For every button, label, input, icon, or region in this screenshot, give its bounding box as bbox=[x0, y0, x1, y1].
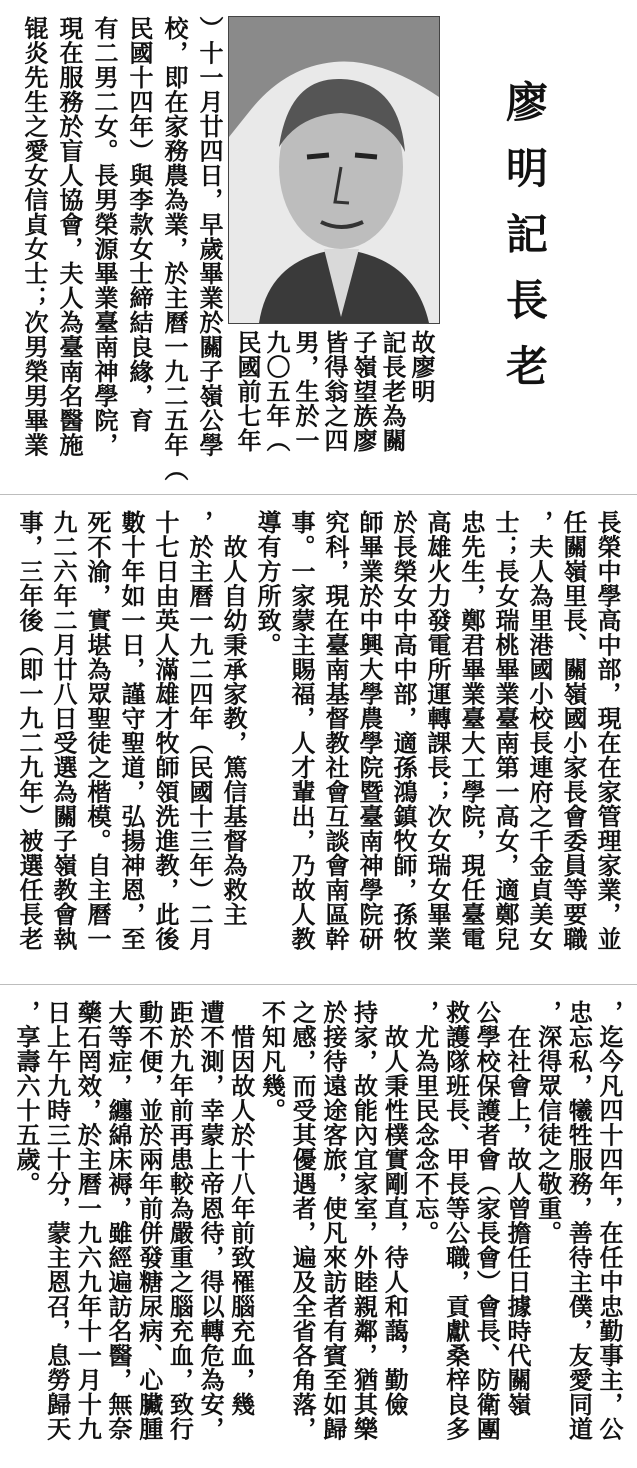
text-column: 在社會上，故人曾擔任日據時代關嶺 bbox=[502, 1000, 532, 1417]
text-column: 高雄火力發電所運轉課長；次女瑞女畢業 bbox=[423, 510, 452, 951]
text-column: 民國前七年 bbox=[233, 330, 262, 453]
portrait-photo bbox=[228, 16, 440, 324]
text-column: 十七日由英人滿雄才牧師領洗進教，此後 bbox=[151, 510, 180, 951]
text-column: ，夫人為里港國小校長連府之千金貞美女 bbox=[525, 510, 554, 951]
text-column: ）十一月廿四日，早歲畢業於關子嶺公學 bbox=[195, 16, 224, 457]
text-column: 於長榮女中高中部，適孫鴻鎮牧師，孫牧 bbox=[389, 510, 418, 951]
text-column: 民國十四年）與李款女士締結良緣，育 bbox=[125, 16, 154, 433]
text-column: 九二六年二月廿八日受選為關子嶺教會執 bbox=[49, 510, 78, 951]
article-title: 廖明記長老 bbox=[500, 80, 549, 410]
text-column: 之感，而受其優遇者，遍及全省各角落， bbox=[288, 1000, 318, 1441]
text-column: 锟炎先生之愛女信貞女士；次男榮男畢業 bbox=[20, 16, 49, 457]
intro-left-columns bbox=[14, 16, 228, 484]
text-column: 忠忘私，犧牲服務，善待主僕，友愛同道 bbox=[564, 1000, 594, 1441]
text-column: 故人秉性樸實剛直，待人和藹，勤儉 bbox=[380, 1000, 410, 1417]
text-column: 公學校保護者會（家長會）會長、防衛團 bbox=[472, 1000, 502, 1441]
text-column: 有二男二女。長男榮源畢業臺南神學院， bbox=[90, 16, 119, 457]
text-column: 子嶺望族廖 bbox=[349, 330, 378, 453]
text-column: 士；長女瑞桃畢業臺南第一高女，適鄭兒 bbox=[491, 510, 520, 951]
text-column: 男，生於一 bbox=[291, 330, 320, 453]
text-column: 導有方所致。 bbox=[253, 510, 282, 657]
intro-right-columns bbox=[228, 330, 440, 480]
text-column: 記長老為關 bbox=[378, 330, 407, 453]
text-column: 數十年如一日，謹守聖道，弘揚神恩，至 bbox=[117, 510, 146, 951]
text-column: 現在服務於盲人協會，夫人為臺南名醫施 bbox=[55, 16, 84, 457]
text-column: 九〇五年（ bbox=[262, 330, 291, 453]
portrait-icon bbox=[229, 17, 439, 323]
text-column: 究科，現在臺南基督教社會互談會南區幹 bbox=[321, 510, 350, 951]
text-column: 不知凡幾。 bbox=[257, 1000, 287, 1123]
section-divider bbox=[0, 984, 637, 985]
text-column: 事。一家蒙主賜福，人才輩出，乃故人教 bbox=[287, 510, 316, 951]
middle-columns bbox=[14, 510, 626, 970]
text-column: 惜因故人於十八年前致罹腦充血，幾 bbox=[226, 1000, 256, 1417]
text-column: 死不渝，實堪為眾聖徒之楷模。自主曆一 bbox=[83, 510, 112, 951]
text-column: ，迄今凡四十四年，在任中忠勤事主，公 bbox=[595, 1000, 624, 1441]
text-column: 故廖明 bbox=[407, 330, 436, 404]
text-column: 任關嶺里長、關嶺國小家長會委員等要職 bbox=[559, 510, 588, 951]
section-divider bbox=[0, 494, 637, 495]
text-column: 動不便，並於兩年前併發糖尿病、心臟腫 bbox=[134, 1000, 164, 1441]
text-column: 於接待遠途客旅，使凡來訪者有賓至如歸 bbox=[318, 1000, 348, 1441]
bottom-columns bbox=[11, 1000, 628, 1456]
text-column: ，尤為里民念念不忘。 bbox=[410, 1000, 440, 1245]
text-column: 大等症，纏綿床褥，雖經遍訪名醫，無奈 bbox=[104, 1000, 133, 1441]
text-column: 救護隊班長、甲長等公職，貢獻桑梓良多 bbox=[441, 1000, 471, 1441]
text-column: 故人自幼秉承家教，篤信基督為救主 bbox=[219, 510, 248, 927]
text-column: 距於九年前再患較為嚴重之腦充血，致行 bbox=[165, 1000, 195, 1441]
text-column: 事，三年後（即一九二九年）被選任長老 bbox=[15, 510, 44, 951]
text-column: 持家，故能內宜家室，外睦親鄰，猶其樂 bbox=[349, 1000, 379, 1441]
text-column: 遭不測，幸蒙上帝恩待，得以轉危為安， bbox=[196, 1000, 226, 1441]
text-column: ，深得眾信徒之敬重。 bbox=[533, 1000, 563, 1245]
text-column: 日上午九時三十分，蒙主恩召，息勞歸天 bbox=[42, 1000, 72, 1441]
text-column: 師畢業於中興大學農學院暨臺南神學院研 bbox=[355, 510, 384, 951]
text-column: 校，即在家務農為業，於主曆一九二五年（ bbox=[160, 16, 189, 482]
text-column: ，於主曆一九二四年（民國十三年）二月 bbox=[185, 510, 214, 951]
text-column: 長榮中學高中部，現在在家管理家業，並 bbox=[593, 510, 622, 951]
text-column: 皆得翁之四 bbox=[320, 330, 349, 453]
text-column: ，享壽六十五歲。 bbox=[11, 1000, 41, 1196]
text-column: 忠先生，鄭君畢業臺大工學院，現任臺電 bbox=[457, 510, 486, 951]
text-column: 藥石罔效，於主曆一九六九年十一月十九 bbox=[73, 1000, 103, 1441]
